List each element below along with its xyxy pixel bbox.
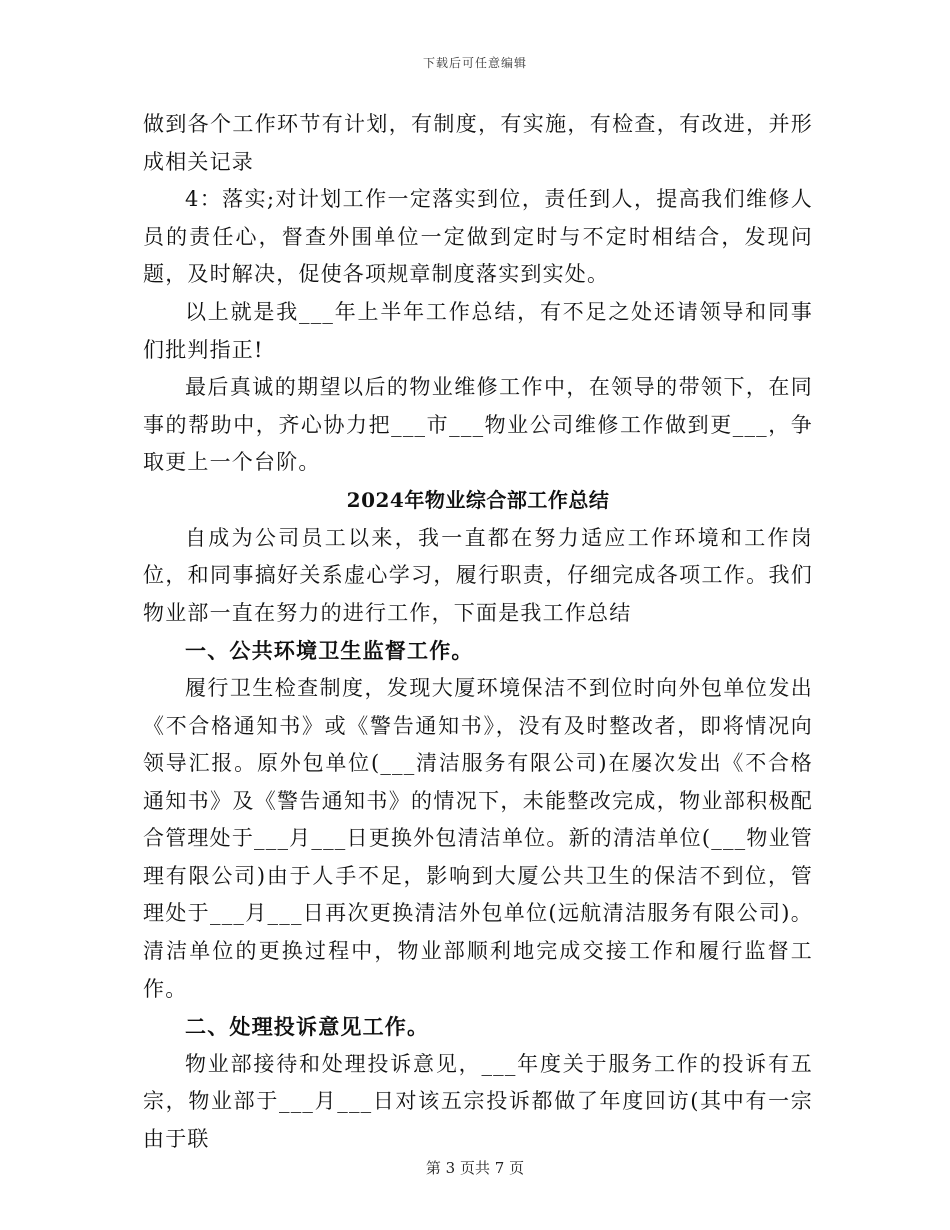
- section-title: 2024年物业综合部工作总结: [346, 487, 610, 512]
- page-header-note: 下载后可任意编辑: [422, 56, 527, 70]
- paragraph-complaints: 物业部接待和处理投诉意见，___年度关于服务工作的投诉有五宗，物业部于___月___日对该五宗投诉都做了年度回访(其中有一宗由于联: [143, 1051, 813, 1152]
- paragraph-summary-closing: 以上就是我___年上半年工作总结，有不足之处还请领导和同事们批判指正!: [143, 299, 813, 362]
- paragraph-records: 做到各个工作环节有计划，有制度，有实施，有检查，有改进，并形成相关记录: [143, 112, 813, 174]
- section-intro: 自成为公司员工以来，我一直都在努力适应工作环境和工作岗位，和同事搞好关系虚心学习，履行职责，仔细完成各项工作。我们物业部一直在努力的进行工作，下面是我工作总结: [143, 525, 813, 625]
- paragraph-implementation: 4：落实;对计划工作一定落实到位，责任到人，提高我们维修人员的责任心，督查外围单位一定做到定时与不定时相结合，发现问题，及时解决，促使各项规章制度落实到实处。: [143, 187, 813, 287]
- paragraph-sanitation: 履行卫生检查制度，发现大厦环境保洁不到位时向外包单位发出《不合格通知书》或《警告通知书》，没有及时整改者，即将情况向领导汇报。原外包单位(___清洁服务有限公司)在屡次发出《不合格通知书》及《警告通知书》的情况下，未能整改完成，物业部积极配合管理处于___月___日更换外包清洁单位。新的清洁单位(___物业管理有限公司)由于人手不足，影响到大厦公共卫生的保洁不到位，管理处于___月___日再次更换清洁外包单位(远航清洁服务有限公司)。清洁单位的更换过程中，物业部顺利地完成交接工作和履行监督工作。: [143, 675, 813, 1001]
- paragraph-expectation: 最后真诚的期望以后的物业维修工作中，在领导的带领下，在同事的帮助中，齐心协力把___市___物业公司维修工作做到更___，争取更上一个台阶。: [143, 375, 813, 475]
- heading-complaints: 二、处理投诉意见工作。: [185, 1014, 430, 1040]
- document-body: [143, 106, 813, 1159]
- heading-sanitation-supervision: 一、公共环境卫生监督工作。: [185, 638, 474, 664]
- page-number: 第 3 页共 7 页: [425, 1159, 525, 1177]
